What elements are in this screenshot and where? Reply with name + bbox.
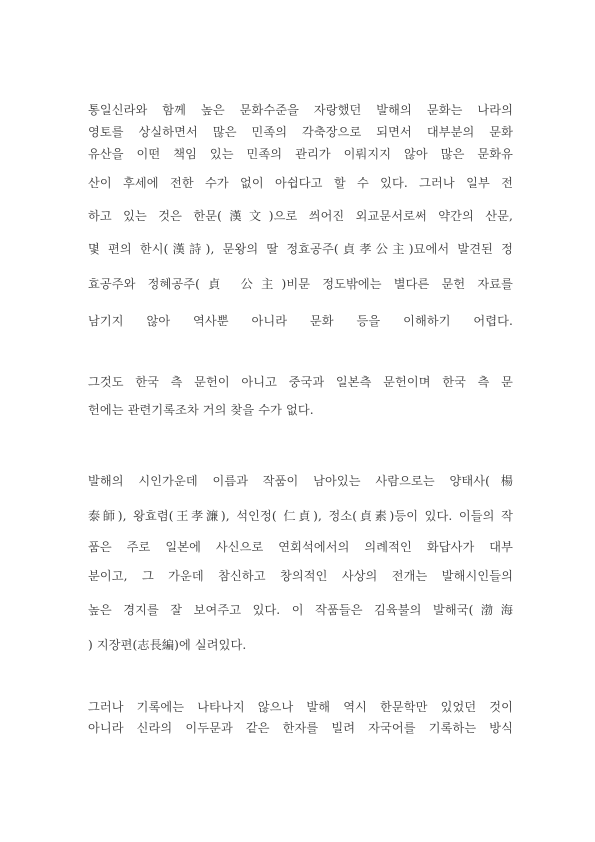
text-line: 하고 있는 것은 한문(漢文)으로 씌어진 외교문서로써 약간의 산문, <box>88 209 513 223</box>
text-line: 산이 후세에 전한 수가 없이 아쉽다고 할 수 있다. 그러나 일부 전 <box>88 176 513 190</box>
text-line: 효공주와 정혜공주(貞 公主)비문 정도밖에는 별다른 문헌 자료를 <box>88 277 513 291</box>
text-line: 泰師), 왕효렴(王孝濂), 석인정( 仁貞), 정소(貞素)등이 있다. 이들의 작 <box>88 509 513 523</box>
text-line: ) 지장편(志長編)에 실려있다. <box>88 638 247 652</box>
text-line: 품은 주로 일본에 사신으로 연회석에서의 의례적인 화답사가 대부 <box>88 540 513 554</box>
text-line: 몇 편의 한시(漢詩), 문왕의 딸 정효공주(貞孝公主)묘에서 발견된 정 <box>88 242 513 256</box>
text-line: 헌에는 관련기록조차 거의 찾을 수가 없다. <box>88 403 314 417</box>
text-line: 그러나 기록에는 나타나지 않으나 발해 역시 한문학만 있었던 것이 <box>88 700 513 714</box>
text-line: 발해의 시인가운데 이름과 작품이 남아있는 사람으로는 양태사(楊 <box>88 474 513 488</box>
text-line: 분이고, 그 가운데 참신하고 창의적인 사상의 전개는 발해시인들의 <box>88 569 513 583</box>
text-line: 통일신라와 함께 높은 문화수준을 자랑했던 발해의 문화는 나라의 <box>88 103 513 117</box>
text-line: 영토를 상실하면서 많은 민족의 각축장으로 되면서 대부분의 문화 <box>88 125 513 139</box>
text-line: 남기지 않아 역사뿐 아니라 문화 등을 이해하기 어렵다. <box>88 314 513 328</box>
text-line: 그것도 한국 측 문헌이 아니고 중국과 일본측 문헌이며 한국 측 문 <box>88 375 513 389</box>
text-line: 아니라 신라의 이두문과 같은 한자를 빌려 자국어를 기록하는 방식 <box>88 721 513 735</box>
text-line: 높은 경지를 잘 보여주고 있다. 이 작품들은 김육불의 발해국(渤海 <box>88 603 513 617</box>
text-line: 유산을 이떤 책임 있는 민족의 관리가 이뤄지지 않아 많은 문화유 <box>88 147 513 161</box>
